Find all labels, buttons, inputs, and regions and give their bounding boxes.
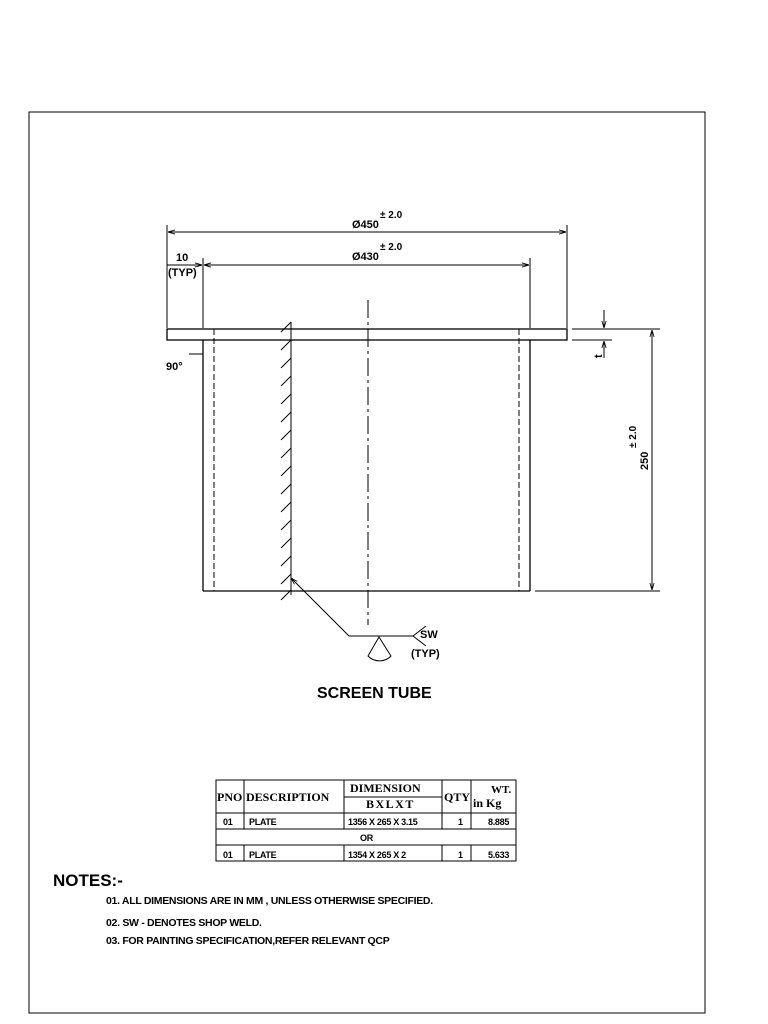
thickness-label: t: [593, 354, 605, 358]
bom-row2-wt: 5.633: [488, 850, 510, 860]
note-item: 02. SW - DENOTES SHOP WELD.: [106, 917, 262, 929]
thickness-dimension: [572, 310, 612, 358]
angle-label: 90°: [166, 361, 183, 373]
bom-header-description: DESCRIPTION: [246, 790, 330, 804]
weld-symbol-label: SW: [420, 629, 438, 641]
note-item: 03. FOR PAINTING SPECIFICATION,REFER RELEVANT QCP: [106, 935, 390, 947]
bom-header-dimension: DIMENSION: [350, 781, 421, 795]
bom-row2-description: PLATE: [249, 850, 277, 860]
notes-title: NOTES:-: [53, 871, 123, 890]
bom-header-wt-sub: in Kg: [473, 796, 502, 810]
weld-seam: [281, 322, 291, 600]
bom-or-label: OR: [360, 833, 373, 843]
bom-row2-qty: 1: [458, 850, 463, 860]
typ-dim-label: 10: [176, 252, 189, 264]
inner-dia-label: Ø430: [352, 251, 379, 263]
drawing-title: SCREEN TUBE: [317, 685, 432, 702]
bom-row2-dimension: 1354 X 265 X 2: [348, 850, 406, 860]
flange-plate: [167, 329, 567, 340]
height-label: 250: [639, 451, 651, 470]
height-tolerance: ± 2.0: [628, 425, 639, 448]
bom-header-wt: WT.: [491, 784, 512, 796]
bom-row1-wt: 8.885: [488, 817, 510, 827]
angle-marker: [189, 340, 203, 354]
outer-dia-dimension: [167, 225, 567, 328]
hidden-lines: [214, 329, 519, 591]
bom-header-pno: PNO: [217, 790, 243, 804]
bom-row1-description: PLATE: [249, 817, 277, 827]
inner-dia-tolerance: ± 2.0: [380, 242, 403, 253]
bom-header-dimension-sub: BXLXT: [366, 797, 415, 811]
note-item: 01. ALL DIMENSIONS ARE IN MM , UNLESS OTHERWISE SPECIFIED.: [106, 895, 433, 907]
bom-row1-qty: 1: [458, 817, 463, 827]
typ-label: (TYP): [168, 267, 197, 279]
outer-dia-tolerance: ± 2.0: [380, 210, 403, 221]
outer-dia-label: Ø450: [352, 219, 379, 231]
inner-dia-dimension: [167, 258, 530, 328]
drawing-border: [29, 112, 705, 1013]
bom-row1-dimension: 1356 X 265 X 3.15: [348, 817, 418, 827]
tube-body: [203, 340, 530, 591]
bom-row1-pno: 01: [223, 817, 233, 827]
weld-typ-label: (TYP): [411, 648, 440, 660]
bom-header-qty: QTY: [444, 790, 471, 804]
bom-row2-pno: 01: [223, 850, 233, 860]
